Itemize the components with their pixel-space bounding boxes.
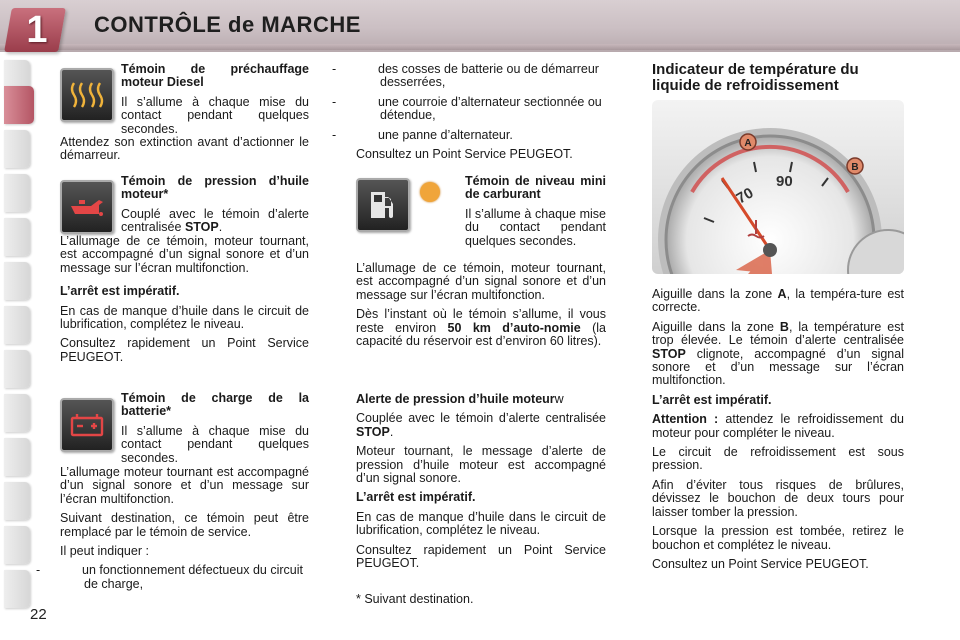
coolant-section-heading: Indicateur de température du liquide de refroidissement [652, 61, 859, 94]
gauge-tick-70: 70 [733, 184, 757, 208]
battery-title: Témoin de charge de la batterie* [121, 391, 309, 419]
coolant-para1: Aiguille dans la zone A, la tempéra-ture est correcte. [652, 287, 904, 315]
oil-pressure-warning-icon [60, 180, 114, 234]
coolant-para5: Lorsque la pression est tombée, retirez le bouchon et complétez le niveau. [652, 524, 904, 552]
oil-alert-title: Alerte de pression d’huile moteurw [356, 392, 564, 406]
preheat-title: Témoin de préchauffage moteur Diesel [121, 62, 309, 90]
fuel-para1: L’allumage de ce témoin, moteur tournant, est accompagné d’un signal sonore et d’un message sur l’écran multifonction. [356, 261, 606, 302]
gauge-tick-90: 90 [776, 173, 793, 190]
coolant-para6: Consultez un Point Service PEUGEOT. [652, 556, 869, 571]
bullet-item: - des cosses de batterie ou de démarreur desserrées, [332, 62, 599, 90]
battery-para3: Il peut indiquer : [60, 544, 149, 559]
page-title: CONTRÔLE de MARCHE [94, 12, 361, 37]
gauge-zone-b-label: B [851, 162, 859, 173]
oil-pressure-body: Couplé avec le témoin d’alerte centralisée STOP. [121, 206, 309, 235]
oil-pressure-imperative: L’arrêt est impératif. [60, 284, 180, 299]
page-number: 22 [30, 606, 47, 623]
chapter-side-tabs [0, 60, 34, 620]
gauge-zone-a-label: A [744, 138, 752, 149]
header-band [0, 44, 960, 50]
oil-pressure-para1: L’allumage de ce témoin, moteur tournant, est accompagné d’un signal sonore et d’un message sur l’écran multifonction. [60, 234, 309, 275]
side-tab[interactable] [4, 526, 30, 564]
battery-para1: L’allumage moteur tournant est accompagné d’un signal sonore et d’un message sur l’écran multifonction. [60, 465, 309, 506]
preheat-warning-icon [60, 68, 114, 122]
battery-warning-icon [60, 398, 114, 452]
side-tab[interactable] [4, 262, 30, 300]
oil-pressure-para3: Consultez rapidement un Point Service PEUGEOT. [60, 336, 309, 364]
side-tab-active[interactable] [4, 86, 34, 124]
oil-alert-para2: Moteur tournant, le message d’alerte de pression d’huile moteur est accompagné d’un signal sonore. [356, 444, 606, 486]
side-tab[interactable] [4, 438, 30, 476]
fuel-para2: Dès l’instant où le témoin s’allume, il vous reste environ 50 km d’auto-nomie (la capacité du réservoir est d’environ 60 litres). [356, 307, 606, 349]
battery-para2: Suivant destination, ce témoin peut être remplacé par le témoin de service. [60, 511, 309, 539]
side-tab[interactable] [4, 306, 30, 344]
bullet-item: - une panne d’alternateur. [332, 127, 513, 142]
side-tab[interactable] [4, 394, 30, 432]
coolant-para3: Le circuit de refroidissement est sous pression. [652, 445, 904, 473]
battery-bullet: - un fonctionnement défectueux du circuit de charge, [36, 563, 303, 591]
oil-alert-imperative: L’arrêt est impératif. [356, 490, 476, 505]
coolant-imperative: L’arrêt est impératif. [652, 392, 772, 407]
footnote: * Suivant destination. [356, 592, 474, 606]
bullet-item: - une courroie d’alternateur sectionnée ou détendue, [332, 94, 602, 123]
side-tab[interactable] [4, 570, 30, 608]
battery-body: Il s’allume à chaque mise du contact pendant quelques secondes. [121, 423, 309, 465]
oil-pressure-title: Témoin de pression d’huile moteur* [121, 174, 309, 202]
oil-alert-para3: En cas de manque d’huile dans le circuit de lubrification, complétez le niveau. [356, 509, 606, 538]
preheat-body: Il s’allume à chaque mise du contact pendant quelques secondes. [121, 94, 309, 136]
chapter-number: 1 [26, 9, 48, 51]
side-tab[interactable] [4, 130, 30, 168]
preheat-after: Attendez son extinction avant d’actionner le démarreur. [60, 135, 309, 163]
fuel-warning-light-icon [420, 182, 440, 202]
coolant-attention: Attention : attendez le refroidissement du moteur pour compléter le niveau. [652, 412, 904, 440]
side-tab[interactable] [4, 218, 30, 256]
side-tab[interactable] [4, 174, 30, 212]
coolant-para2: Aiguille dans la zone B, la température est trop élevée. Le témoin d’alerte centralisée STOP clignote, accompagné d’un signal sonore et d’un message sur l’écran multifonction. [652, 319, 904, 388]
oil-alert-para4: Consultez rapidement un Point Service PEUGEOT. [356, 542, 606, 571]
fuel-level-warning-icon [356, 178, 410, 232]
fuel-title: Témoin de niveau mini de carburant [465, 174, 606, 202]
side-tab[interactable] [4, 482, 30, 520]
coolant-gauge-illustration [652, 100, 904, 274]
fuel-body: Il s’allume à chaque mise du contact pendant quelques secondes. [465, 206, 606, 248]
oil-pressure-para2: En cas de manque d’huile dans le circuit de lubrification, complétez le niveau. [60, 303, 309, 332]
oil-alert-para1: Couplée avec le témoin d’alerte centralisée STOP. [356, 411, 606, 439]
consult-text: Consultez un Point Service PEUGEOT. [356, 147, 573, 162]
side-tab[interactable] [4, 350, 30, 388]
coolant-para4: Afin d’éviter tous risques de brûlures, dévissez le bouchon de deux tours pour laisser tomber la pression. [652, 477, 904, 519]
